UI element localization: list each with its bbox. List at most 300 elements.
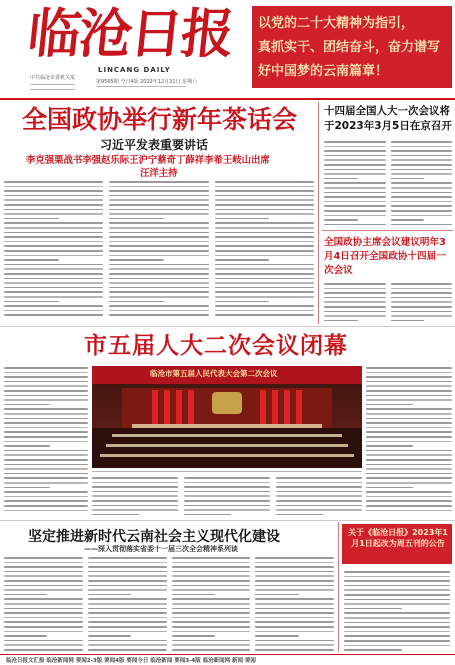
text-line <box>366 376 452 378</box>
text-line <box>215 209 314 211</box>
text-line <box>109 301 164 303</box>
text-line <box>109 181 208 183</box>
text-line <box>172 589 251 591</box>
text-line <box>4 473 88 475</box>
text-line <box>4 580 83 582</box>
text-line <box>4 626 83 628</box>
text-line <box>184 495 270 497</box>
text-line <box>88 612 167 614</box>
text-line <box>324 187 386 189</box>
text-line <box>276 509 362 511</box>
text-line <box>255 626 334 628</box>
text-line <box>324 201 386 203</box>
text-line <box>391 173 453 175</box>
text-line <box>391 288 453 290</box>
text-line <box>215 232 314 234</box>
text-line <box>391 315 453 317</box>
text-line <box>255 608 334 610</box>
text-line <box>4 441 88 443</box>
text-line <box>88 575 167 577</box>
text-line <box>215 282 314 284</box>
text-line <box>4 482 88 484</box>
text-line <box>324 141 386 143</box>
text-line <box>184 514 231 516</box>
text-line <box>255 621 334 623</box>
text-line <box>255 580 334 582</box>
text-line <box>88 621 167 623</box>
text-line <box>215 250 314 252</box>
text-line <box>184 500 270 502</box>
right-mid-headline: 全国政协主席会议建议明年3月4日召开全国政协十四届一次会议 <box>324 237 446 276</box>
text-line <box>391 201 453 203</box>
text-line <box>4 510 88 512</box>
text-line <box>109 245 208 247</box>
text-line <box>215 296 314 298</box>
text-line <box>276 482 362 484</box>
text-line <box>391 215 453 217</box>
text-line <box>366 464 452 466</box>
text-line <box>109 273 208 275</box>
text-line <box>276 495 362 497</box>
text-line <box>215 241 314 243</box>
text-line <box>215 314 314 316</box>
text-line <box>391 297 453 299</box>
text-line <box>172 571 251 573</box>
text-line <box>4 195 103 197</box>
text-line <box>4 617 83 619</box>
text-line <box>4 431 88 433</box>
text-line <box>215 218 270 220</box>
text-line <box>366 404 413 406</box>
text-line <box>92 495 178 497</box>
text-line <box>344 631 450 633</box>
footer-index: 临沧日报文汇报 临沧新闻网 要闻2-3版 要闻4版 要闻今日 临沧新闻 要闻3-4版 临沧新闻网 新闻 要闻 <box>6 658 256 664</box>
text-line <box>324 205 386 207</box>
text-line <box>215 291 314 293</box>
text-line <box>366 372 452 374</box>
text-line <box>391 146 453 148</box>
text-line <box>4 268 103 270</box>
text-line <box>172 644 251 646</box>
text-line <box>344 635 450 637</box>
feature-headline: 市五届人大二次会议闭幕 <box>84 332 348 359</box>
text-line <box>391 320 425 322</box>
text-line <box>4 381 88 383</box>
text-line <box>109 209 208 211</box>
text-line <box>109 186 208 188</box>
text-line <box>88 608 167 610</box>
text-line <box>4 608 83 610</box>
text-line <box>4 505 88 507</box>
text-line <box>344 580 450 582</box>
text-line <box>172 575 251 577</box>
text-line <box>215 227 314 229</box>
text-line <box>391 164 453 166</box>
text-line <box>366 473 452 475</box>
text-line <box>88 617 167 619</box>
text-line <box>4 291 103 293</box>
text-line <box>215 181 314 183</box>
text-line <box>4 477 88 479</box>
text-line <box>184 505 270 507</box>
text-line <box>366 427 452 429</box>
text-line <box>184 486 270 488</box>
text-line <box>215 305 314 307</box>
text-line <box>109 264 208 266</box>
text-line <box>172 612 251 614</box>
text-line <box>4 427 88 429</box>
text-line <box>88 594 131 596</box>
text-line <box>255 557 334 559</box>
text-line <box>4 218 59 220</box>
text-line <box>391 196 453 198</box>
text-line <box>109 291 208 293</box>
text-line <box>324 311 386 313</box>
feature-mid-body <box>92 476 362 518</box>
text-line <box>255 589 334 591</box>
text-line <box>172 598 251 600</box>
text-line <box>391 187 453 189</box>
text-line <box>391 292 453 294</box>
text-line <box>88 557 167 559</box>
text-line <box>391 155 453 157</box>
feature-left-body <box>4 366 88 516</box>
text-line <box>172 617 251 619</box>
text-line <box>324 306 386 308</box>
text-line <box>88 580 167 582</box>
text-line <box>255 598 334 600</box>
text-line <box>366 422 452 424</box>
text-line <box>344 612 450 614</box>
text-line <box>255 631 334 633</box>
text-line <box>172 580 251 582</box>
text-line <box>324 159 386 161</box>
text-line <box>4 301 59 303</box>
text-line <box>344 589 450 591</box>
text-line <box>255 612 334 614</box>
text-line <box>366 482 452 484</box>
text-line <box>4 566 83 568</box>
text-line <box>4 404 50 406</box>
text-line <box>366 381 452 383</box>
text-line <box>324 224 386 226</box>
text-line <box>324 173 386 175</box>
text-line <box>215 264 314 266</box>
text-line <box>4 454 88 456</box>
text-line <box>4 621 83 623</box>
text-line <box>344 571 450 573</box>
text-line <box>88 635 131 637</box>
text-line <box>366 390 452 392</box>
text-line <box>109 296 208 298</box>
text-line <box>184 477 270 479</box>
text-line <box>4 264 103 266</box>
text-line <box>172 594 215 596</box>
text-line <box>4 445 50 447</box>
text-line <box>4 232 103 234</box>
masthead <box>0 0 455 100</box>
text-line <box>324 146 386 148</box>
text-line <box>4 418 88 420</box>
text-line <box>344 576 450 578</box>
text-line <box>344 603 450 605</box>
text-line <box>172 608 251 610</box>
text-line <box>172 631 251 633</box>
text-line <box>344 645 450 647</box>
text-line <box>324 297 386 299</box>
text-line <box>276 505 362 507</box>
text-line <box>366 459 452 461</box>
text-line <box>4 640 83 642</box>
right-mid-body <box>324 282 452 322</box>
text-line <box>391 210 453 212</box>
text-line <box>172 626 251 628</box>
slogan-line-3: 好中国梦的云南篇章！ <box>258 64 389 79</box>
text-line <box>215 199 314 201</box>
text-line <box>324 292 386 294</box>
masthead-title: 临沧日报 <box>24 3 236 65</box>
text-line <box>324 301 386 303</box>
text-line <box>88 566 167 568</box>
text-line <box>324 219 358 221</box>
text-line <box>255 585 334 587</box>
text-line <box>366 496 452 498</box>
text-line <box>4 635 47 637</box>
text-line <box>391 205 453 207</box>
text-line <box>4 464 88 466</box>
text-line <box>366 367 452 369</box>
text-line <box>109 204 208 206</box>
text-line <box>4 491 88 493</box>
text-line <box>276 514 323 516</box>
text-line <box>391 150 453 152</box>
text-line <box>391 283 453 285</box>
text-line <box>109 310 208 312</box>
text-line <box>344 594 450 596</box>
text-line <box>109 268 208 270</box>
text-line <box>4 241 103 243</box>
text-line <box>344 649 402 651</box>
text-line <box>172 621 251 623</box>
text-line <box>391 224 453 226</box>
right-top-headline: 十四届全国人大一次会议将于2023年3月5日在京召开 <box>324 105 452 132</box>
text-line <box>391 182 453 184</box>
text-line <box>4 372 88 374</box>
text-line <box>4 250 103 252</box>
text-line <box>4 598 83 600</box>
text-line <box>92 505 178 507</box>
text-line <box>4 245 103 247</box>
text-line <box>109 278 208 280</box>
text-line <box>4 190 103 192</box>
text-line <box>4 385 88 387</box>
text-line <box>391 301 453 303</box>
text-line <box>366 408 452 410</box>
text-line <box>88 640 167 642</box>
text-line <box>109 305 208 307</box>
text-line <box>109 259 164 261</box>
text-line <box>4 236 103 238</box>
text-line <box>4 468 88 470</box>
text-line <box>4 585 83 587</box>
text-line <box>4 408 88 410</box>
text-line <box>366 413 452 415</box>
text-line <box>92 486 178 488</box>
text-line <box>4 422 88 424</box>
text-line <box>366 487 413 489</box>
text-line <box>4 612 83 614</box>
text-line <box>255 571 334 573</box>
text-line <box>391 159 453 161</box>
text-line <box>88 626 167 628</box>
text-line <box>4 278 103 280</box>
text-line <box>215 195 314 197</box>
text-line <box>324 196 386 198</box>
text-line <box>391 169 453 171</box>
text-line <box>4 557 83 559</box>
text-line <box>324 150 386 152</box>
text-line <box>4 222 103 224</box>
text-line <box>4 399 88 401</box>
text-line <box>255 603 334 605</box>
text-line <box>344 608 402 610</box>
text-line <box>366 441 452 443</box>
text-line <box>4 413 88 415</box>
text-line <box>276 491 362 493</box>
text-line <box>344 585 450 587</box>
text-line <box>4 603 83 605</box>
text-line <box>4 186 103 188</box>
text-line <box>215 186 314 188</box>
text-line <box>4 181 103 183</box>
editorial-body <box>4 556 334 652</box>
text-line <box>184 491 270 493</box>
lead-body <box>4 180 314 320</box>
text-line <box>276 486 362 488</box>
text-line <box>324 315 386 317</box>
text-line <box>4 305 103 307</box>
text-line <box>4 255 103 257</box>
text-line <box>4 273 103 275</box>
text-line <box>324 169 386 171</box>
text-line <box>4 487 50 489</box>
text-line <box>276 500 362 502</box>
text-line <box>344 617 450 619</box>
lead-headline: 全国政协举行新年茶话会 <box>22 105 298 134</box>
text-line <box>88 631 167 633</box>
text-line <box>4 314 103 316</box>
text-line <box>109 282 208 284</box>
text-line <box>109 232 208 234</box>
text-line <box>4 649 83 651</box>
text-line <box>4 390 88 392</box>
photo-banner: 临沧市第五届人民代表大会第二次会议 <box>150 369 278 378</box>
text-line <box>4 562 83 564</box>
text-line <box>324 215 386 217</box>
text-line <box>109 236 208 238</box>
text-line <box>109 222 208 224</box>
text-line <box>215 213 314 215</box>
text-line <box>215 273 314 275</box>
text-line <box>4 644 83 646</box>
text-line <box>88 598 167 600</box>
text-line <box>366 399 452 401</box>
lead-attendees-1: 李克强栗战书李强赵乐际王沪宁蔡奇丁薛祥李希王岐山出席 <box>26 155 270 166</box>
text-line <box>92 509 178 511</box>
slogan-line-2: 真抓实干、团结奋斗，奋力谱写 <box>258 40 441 55</box>
text-line <box>4 227 103 229</box>
masthead-pinyin: LINCANG DAILY <box>98 66 171 74</box>
text-line <box>4 459 88 461</box>
text-line <box>184 509 270 511</box>
text-line <box>366 450 452 452</box>
text-line <box>391 178 425 180</box>
text-line <box>92 477 178 479</box>
text-line <box>92 514 139 516</box>
text-line <box>366 395 452 397</box>
text-line <box>92 500 178 502</box>
text-line <box>4 436 88 438</box>
text-line <box>276 477 362 479</box>
text-line <box>109 255 208 257</box>
text-line <box>88 585 167 587</box>
text-line <box>109 195 208 197</box>
text-line <box>109 250 208 252</box>
text-line <box>215 268 314 270</box>
text-line <box>4 199 103 201</box>
text-line <box>172 557 251 559</box>
text-line <box>366 445 413 447</box>
text-line <box>4 282 103 284</box>
text-line <box>4 571 83 573</box>
text-line <box>255 617 334 619</box>
masthead-org: 中共临沧市委机关报 <box>30 75 76 81</box>
text-line <box>172 649 251 651</box>
text-line <box>324 182 386 184</box>
text-line <box>255 594 298 596</box>
text-line <box>255 575 334 577</box>
text-line <box>366 418 452 420</box>
text-line <box>109 227 208 229</box>
text-line <box>366 505 452 507</box>
text-line <box>366 500 452 502</box>
text-line <box>344 599 450 601</box>
text-line <box>4 376 88 378</box>
text-line <box>324 320 358 322</box>
feature-right-body <box>366 366 452 516</box>
text-line <box>366 468 452 470</box>
text-line <box>109 190 208 192</box>
text-line <box>88 649 167 651</box>
text-line <box>391 306 453 308</box>
text-line <box>255 562 334 564</box>
text-line <box>88 562 167 564</box>
text-line <box>4 367 88 369</box>
text-line <box>4 287 103 289</box>
text-line <box>366 431 452 433</box>
text-line <box>215 222 314 224</box>
text-line <box>4 204 103 206</box>
text-line <box>4 496 88 498</box>
text-line <box>215 190 314 192</box>
text-line <box>88 571 167 573</box>
text-line <box>172 585 251 587</box>
lead-subhead: 习近平发表重要讲话 <box>100 138 209 152</box>
text-line <box>215 236 314 238</box>
text-line <box>92 491 178 493</box>
text-line <box>344 626 450 628</box>
text-line <box>4 450 88 452</box>
